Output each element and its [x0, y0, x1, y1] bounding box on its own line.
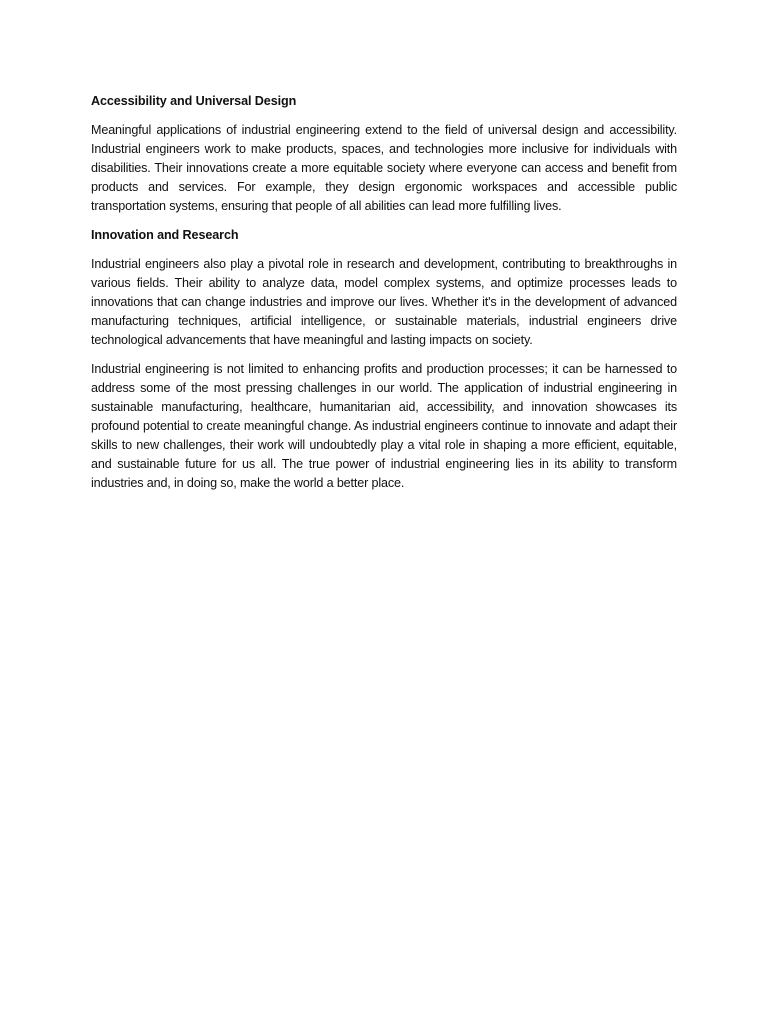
section-heading-innovation: Innovation and Research — [91, 228, 239, 242]
document-page — [91, 92, 677, 503]
paragraph-accessibility: Meaningful applications of industrial engineering extend to the field of universal design and accessibility. Industrial engineers work to make products, spaces, and technologies more inclusive for individuals with disabilities. Their innovations create a more equitable society where everyone can access and benefit from products and services. For example, they design ergonomic workspaces and accessible public transportation systems, ensuring that people of all abilities can lead more fulfilling lives. — [91, 123, 677, 213]
paragraph-innovation: Industrial engineers also play a pivotal role in research and development, contributing to breakthroughs in various fields. Their ability to analyze data, model complex systems, and optimize processes leads to innovations that can change industries and improve our lives. Whether it's in the development of advanced manufacturing techniques, artificial intelligence, or sustainable materials, industrial engineers drive technological advancements that have meaningful and lasting impacts on society. — [91, 257, 677, 347]
section-heading-accessibility: Accessibility and Universal Design — [91, 94, 297, 108]
paragraph-conclusion: Industrial engineering is not limited to enhancing profits and production processes; it can be harnessed to address some of the most pressing challenges in our world. The application of industrial engineering in sustainable manufacturing, healthcare, humanitarian aid, accessibility, and innovation showcases its profound potential to create meaningful change. As industrial engineers continue to innovate and adapt their skills to new challenges, their work will undoubtedly play a vital role in shaping a more efficient, equitable, and sustainable future for us all. The true power of industrial engineering lies in its ability to transform industries and, in doing so, make the world a better place. — [91, 362, 677, 490]
